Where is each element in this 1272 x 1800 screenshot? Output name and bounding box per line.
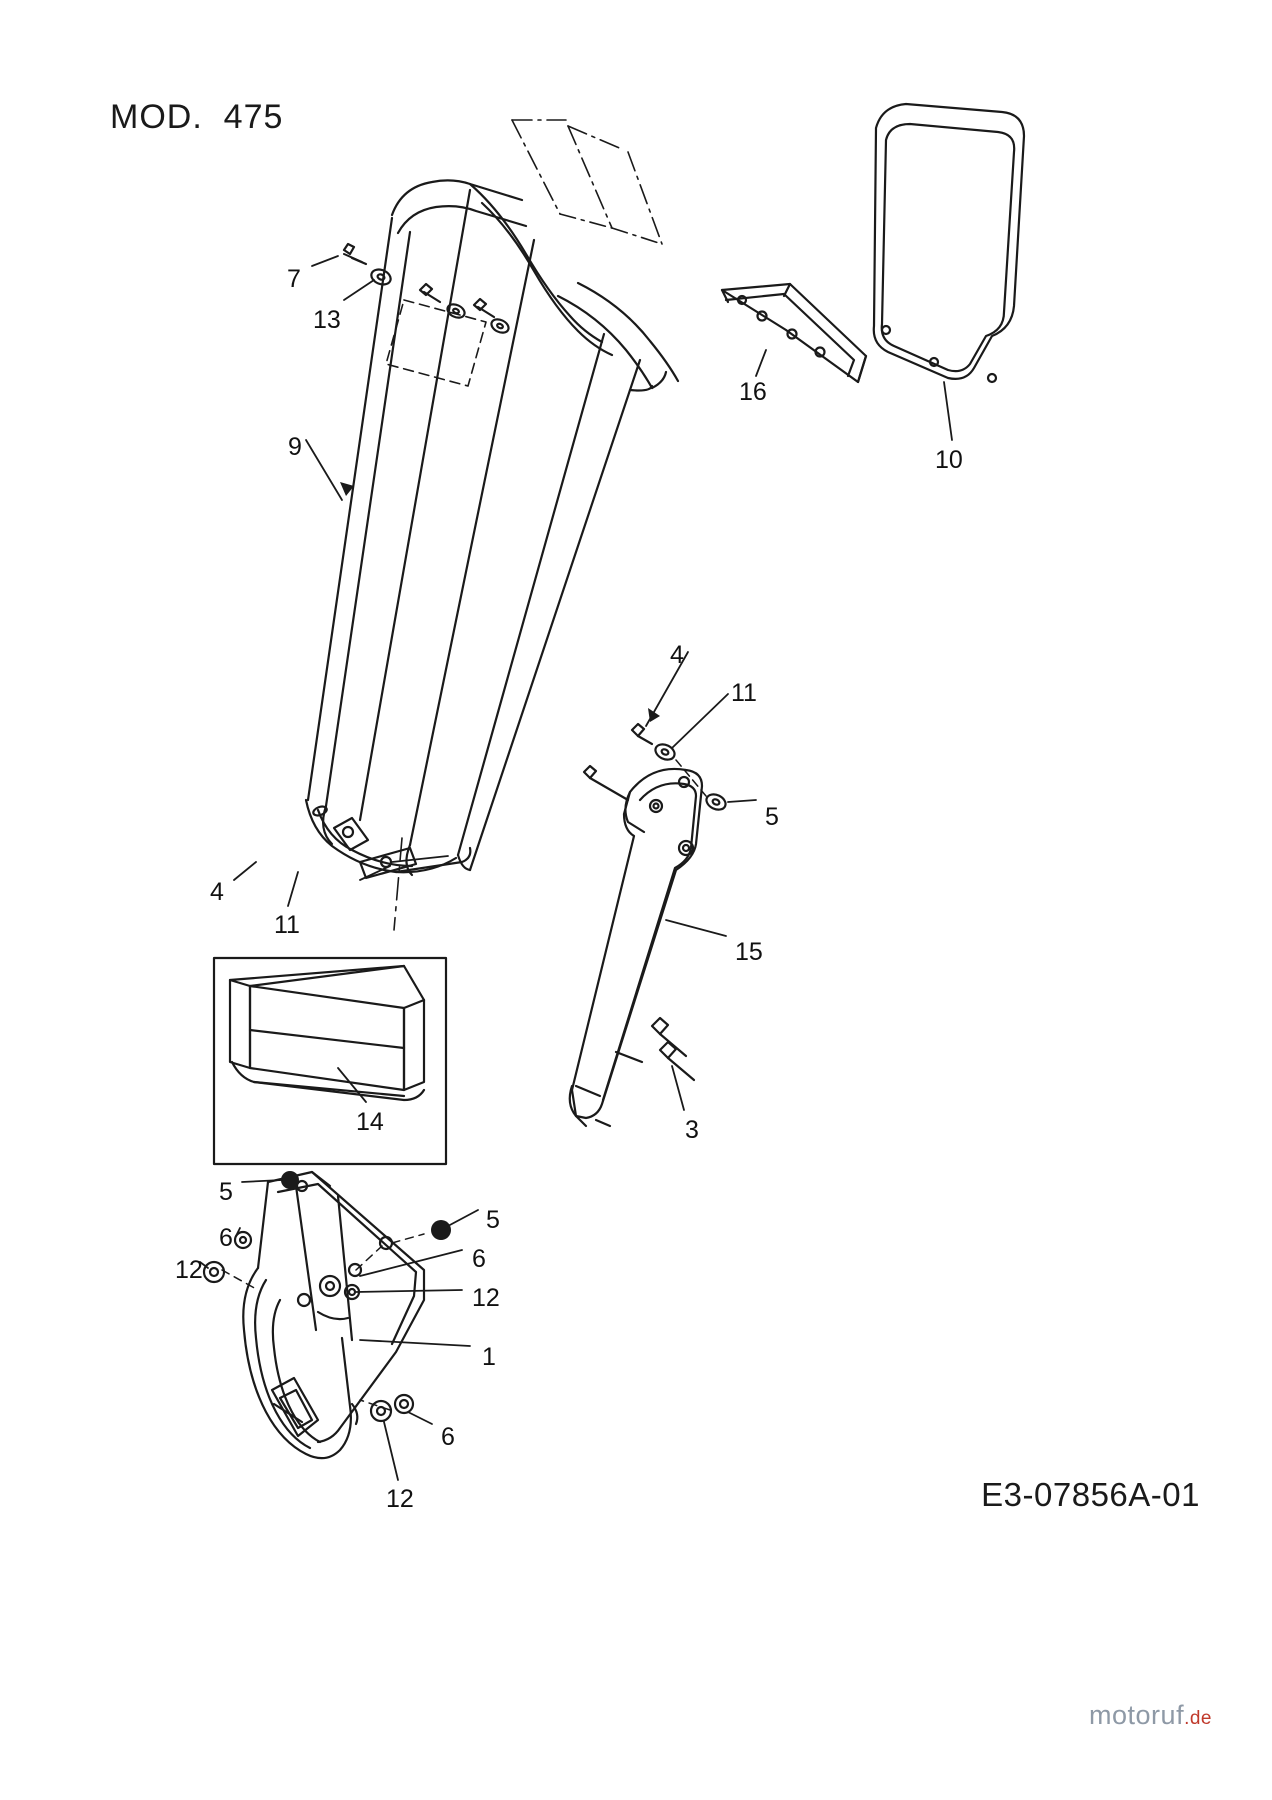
callout-16: 16 <box>739 378 767 406</box>
housing-part-1 <box>243 1172 424 1458</box>
callout-11-right: 11 <box>731 679 757 707</box>
arm-part-15 <box>570 769 702 1126</box>
page-title: MOD. 475 <box>110 98 284 136</box>
callout-5-mid: 5 <box>486 1206 500 1234</box>
callout-4-left: 4 <box>210 878 224 906</box>
liner-part-14 <box>214 958 446 1164</box>
chute-bag-part-9 <box>306 120 678 930</box>
callout-9: 9 <box>288 433 302 461</box>
watermark <box>1089 1700 1212 1731</box>
watermark-suffix: .de <box>1184 1708 1212 1729</box>
callout-3: 3 <box>685 1116 699 1144</box>
panel-part-10 <box>874 104 1024 382</box>
callout-12-far-left: 12 <box>175 1256 203 1284</box>
callout-4-upper-right: 4 <box>670 641 684 669</box>
callout-13: 13 <box>313 306 341 334</box>
callout-14: 14 <box>356 1108 384 1136</box>
drawing-number: E3-07856A-01 <box>981 1476 1200 1513</box>
callout-6-mid: 6 <box>472 1245 486 1273</box>
bracket-part-16 <box>722 284 866 382</box>
fastener-row-13 <box>420 284 511 335</box>
callout-7: 7 <box>287 265 301 293</box>
leader-lines <box>200 256 952 1480</box>
callout-5-left: 5 <box>219 1178 233 1206</box>
callout-5-right: 5 <box>765 803 779 831</box>
callout-15: 15 <box>735 938 763 966</box>
callout-12-bottom: 12 <box>386 1485 414 1513</box>
callout-6-bottom: 6 <box>441 1423 455 1451</box>
callout-12-mid: 12 <box>472 1284 500 1312</box>
callout-1: 1 <box>482 1343 496 1371</box>
callout-11-left: 11 <box>274 911 300 939</box>
watermark-text: motoruf <box>1089 1700 1185 1730</box>
callout-10: 10 <box>935 446 963 474</box>
callout-6-upper-left: 6 <box>219 1224 233 1252</box>
